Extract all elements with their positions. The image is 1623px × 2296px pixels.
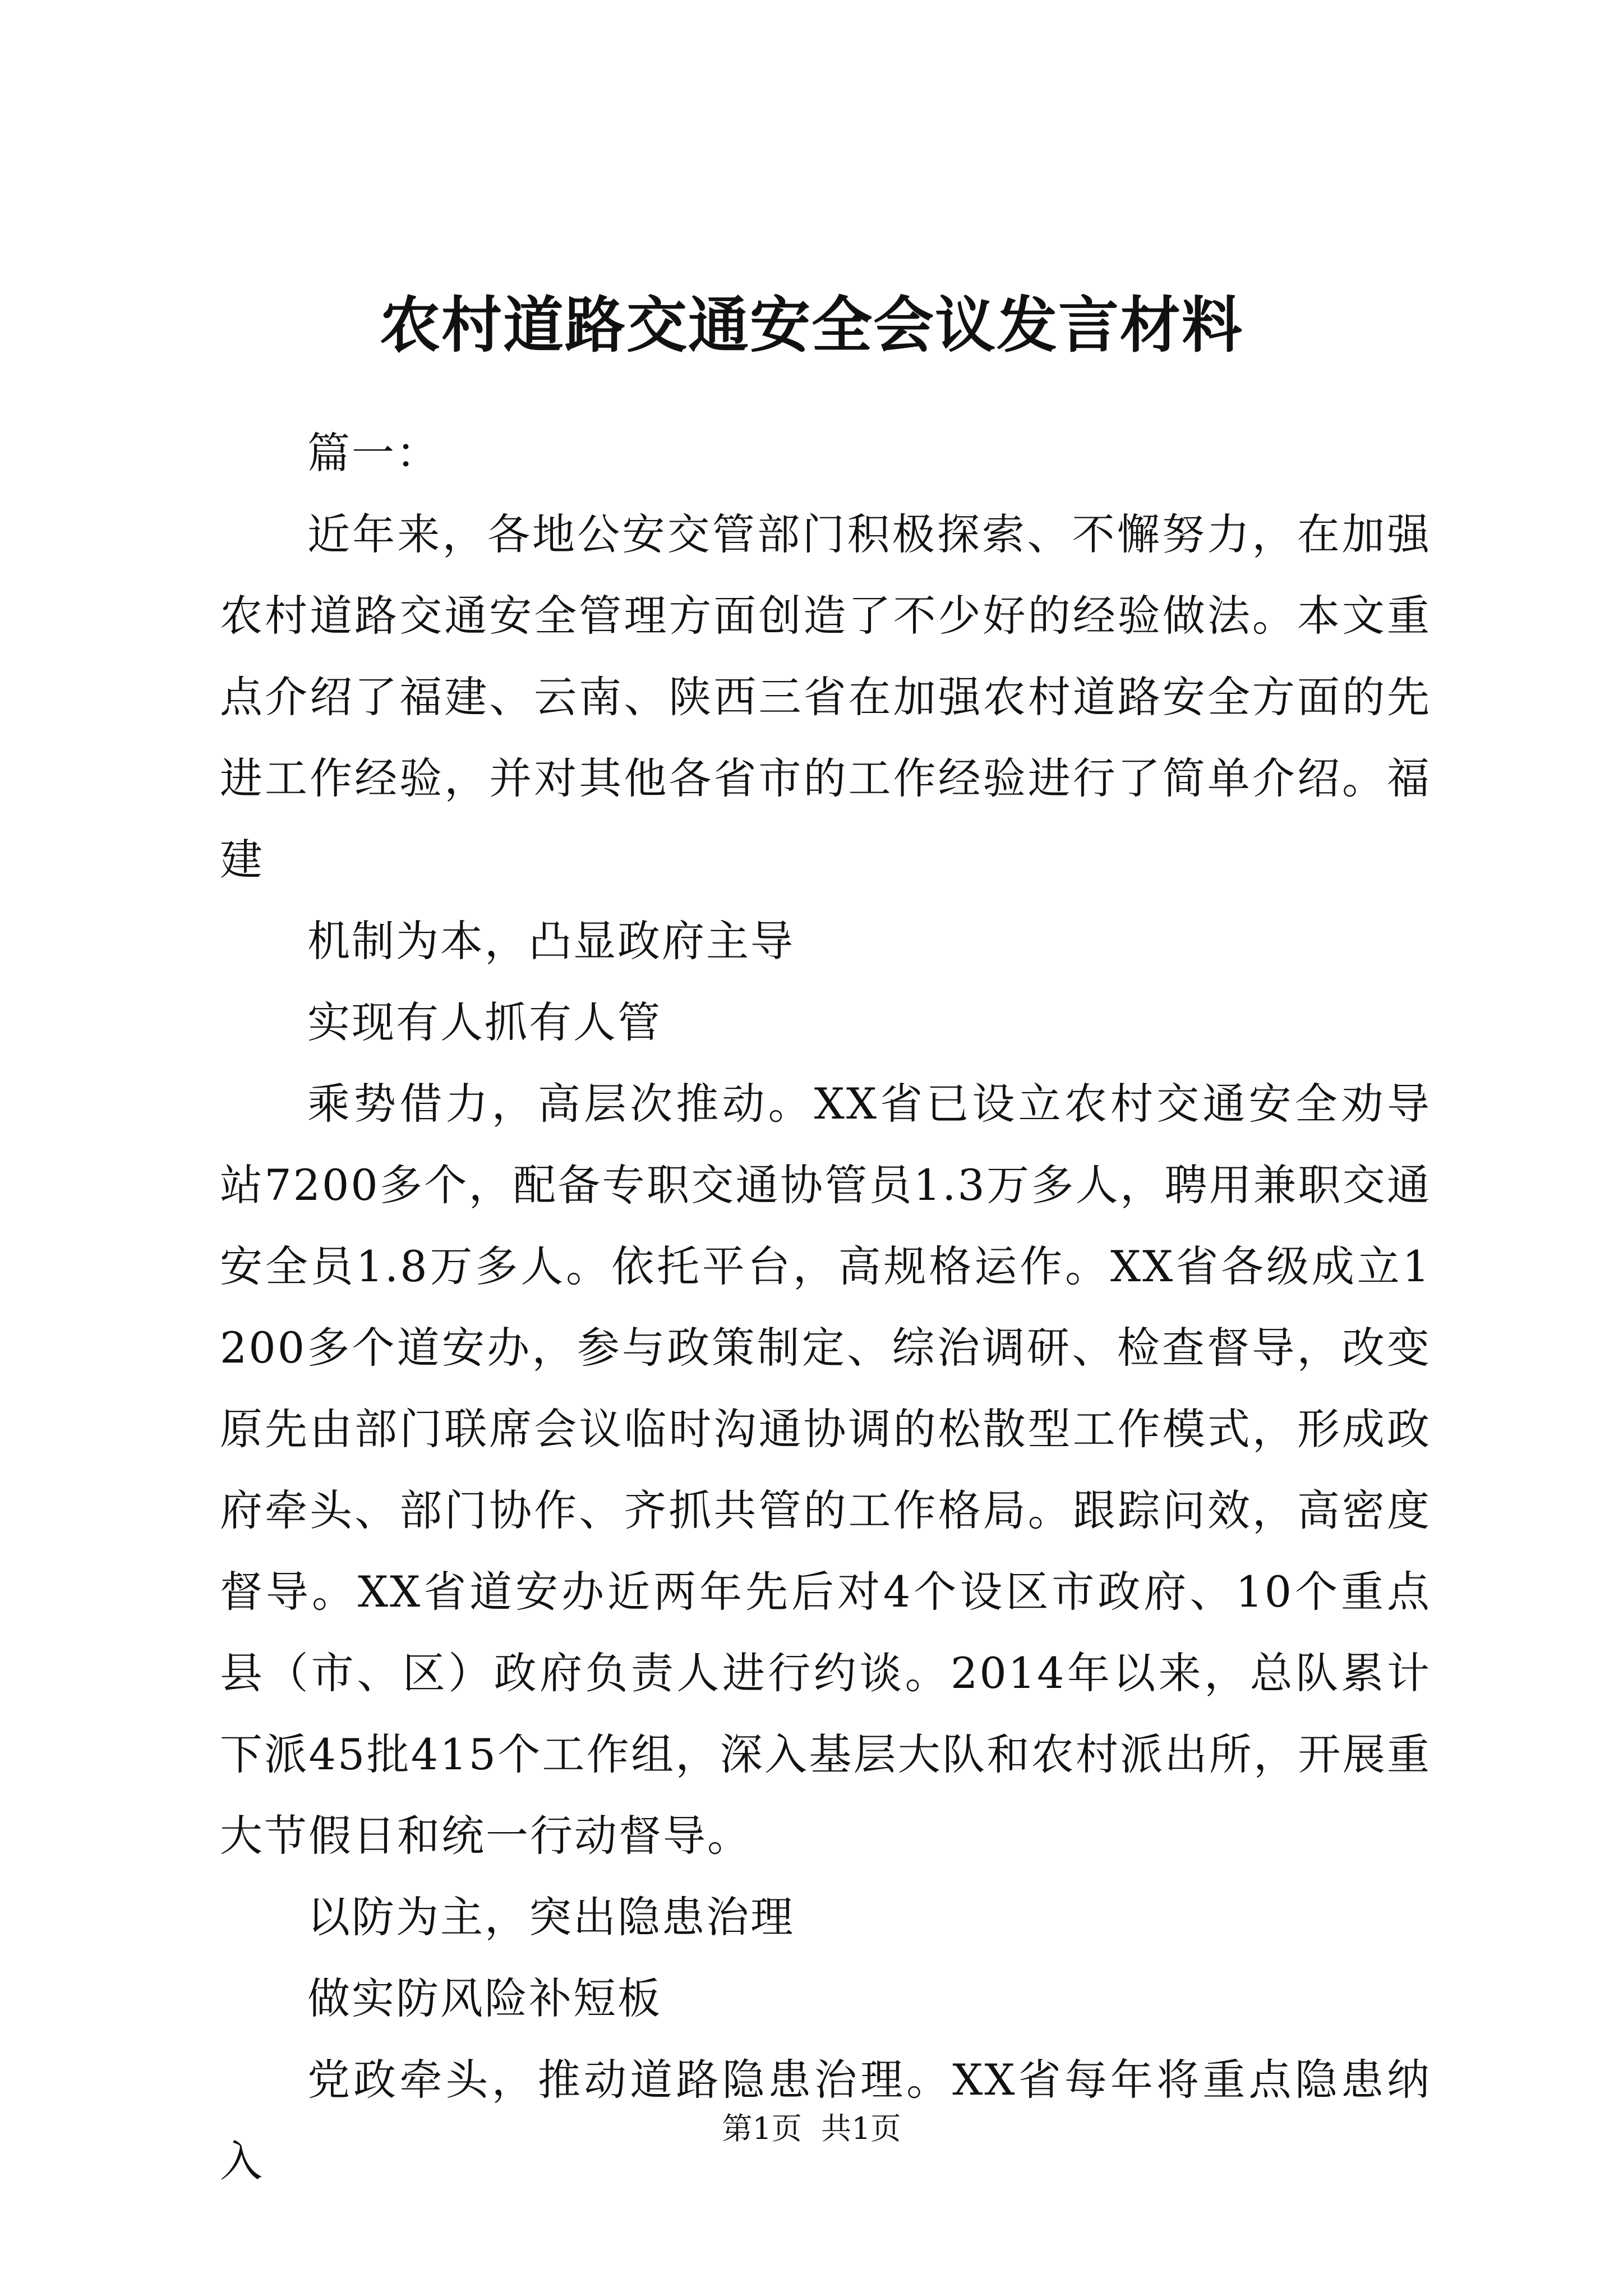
paragraph-hazards: 党政牵头，推动道路隐患治理。XX省每年将重点隐患纳入 <box>220 2055 1431 2186</box>
subheading-mechanism: 机制为本，凸显政府主导 <box>307 916 795 966</box>
subheading-prevention: 以防为主，突出隐患治理 <box>307 1892 795 1942</box>
paragraph-measures: 乘势借力，高层次推动。XX省已设立农村交通安全劝导站7200多个，配备专职交通协管员1.3万多人，聘用兼职交通安全员1.8万多人。依托平台，高规格运作。XX省各级成立1200多个道安办，参与政策制定、综治调研、检查督导，改变原先由部门联席会议临时沟通协调的松散型工作模式，形成政府牵头、部门协作、齐抓共管的工作格局。跟踪问效，高密度督导。XX省道安办近两年先后对4个设区市政府、10个重点县（市、区）政府负责人进行约谈。2014年以来，总队累计下派45批415个工作组，深入基层大队和农村派出所，开展重大节假日和统一行动督导。 <box>220 1079 1431 1861</box>
subheading-risk: 做实防风险补短板 <box>307 1973 662 2023</box>
page-number: 第1页 <box>722 2111 802 2146</box>
subheading-responsibility: 实现有人抓有人管 <box>307 997 662 1047</box>
page-total: 共1页 <box>821 2111 901 2146</box>
document-body <box>220 412 1431 2202</box>
paragraph-intro: 近年来，各地公安交管部门积极探索、不懈努力，在加强农村道路交通安全管理方面创造了不少好的经验做法。本文重点介绍了福建、云南、陕西三省在加强农村道路安全方面的先进工作经验，并对其他各省市的工作经验进行了简单介绍。福建 <box>220 509 1431 885</box>
document-title: 农村道路交通安全会议发言材料 <box>379 290 1243 361</box>
section-heading: 篇一： <box>307 428 440 478</box>
page-footer <box>0 2109 1623 2148</box>
